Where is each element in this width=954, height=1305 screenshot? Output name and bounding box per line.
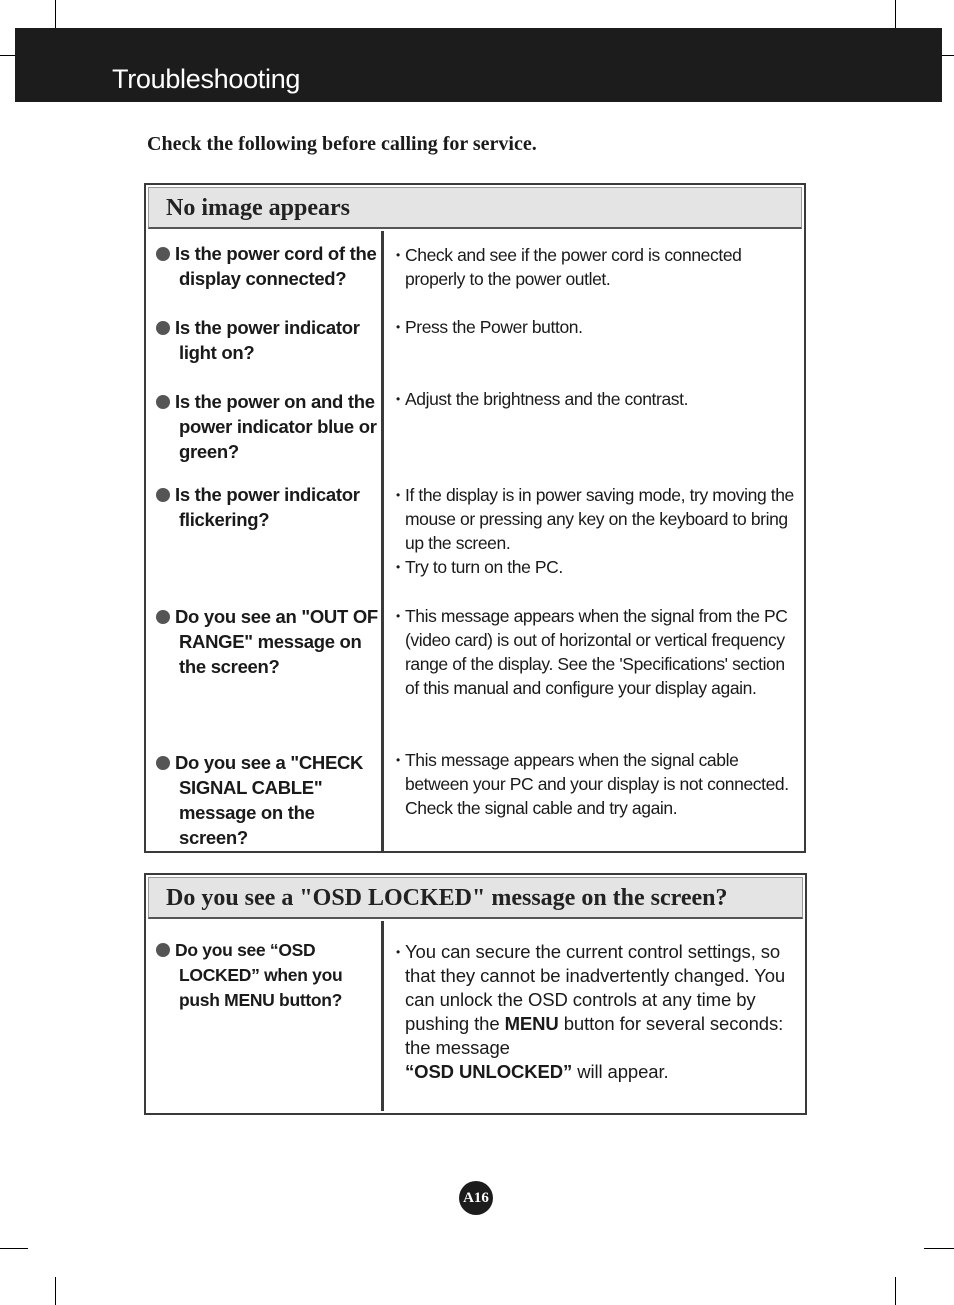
answer-line: • Try to turn on the PC. (396, 555, 796, 579)
crop-mark (0, 55, 15, 56)
question-item: Is the power on and the power indicator blue or green? (156, 389, 386, 464)
question-item: Is the power cord of the display connected? (156, 241, 386, 291)
question-item: Is the power indicator light on? (156, 315, 386, 365)
panel-title: Do you see a "OSD LOCKED" message on the screen? (166, 885, 728, 911)
page-title: Troubleshooting (112, 64, 301, 94)
answer-item (396, 387, 796, 411)
question-item: Is the power indicator flickering? (156, 482, 386, 532)
panel-title: No image appears (166, 195, 350, 221)
question-item: Do you see an "OUT OF RANGE" message on the screen? (156, 604, 386, 679)
crop-mark (942, 55, 954, 56)
answer-line: • This message appears when the signal cable between your PC and your display is not connected. Check the signal cable and try again. (396, 748, 796, 820)
question-item: Do you see “OSD LOCKED” when you push MENU button? (156, 938, 386, 1013)
no-image-panel (144, 183, 806, 853)
osd-locked-panel (144, 873, 807, 1115)
answer-line: • Press the Power button. (396, 315, 796, 339)
answer-line: • If the display is in power saving mode, try moving the mouse or pressing any key on the keyboard to bring up the screen. (396, 483, 796, 555)
page-number-badge: A16 (459, 1181, 493, 1215)
panel-header (148, 187, 802, 229)
bullet-icon (156, 321, 170, 335)
bullet-icon (156, 488, 170, 502)
panel-header (148, 877, 803, 919)
bullet-icon (156, 610, 170, 624)
answer-line: • This message appears when the signal from the PC (video card) is out of horizontal or vertical frequency range of the display. See the 'Specifications' section of this manual and configure your display again. (396, 604, 796, 700)
answer-line: • Adjust the brightness and the contrast. (396, 387, 796, 411)
answer-item (396, 243, 796, 291)
answer-item (396, 604, 796, 700)
intro-text: Check the following before calling for service. (147, 133, 537, 155)
answer-item (396, 315, 796, 339)
bullet-icon (156, 395, 170, 409)
answer-line: • Check and see if the power cord is connected properly to the power outlet. (396, 243, 796, 291)
crop-mark (55, 0, 56, 28)
crop-mark (924, 1248, 954, 1249)
answer-item (396, 940, 796, 1084)
answer-item (396, 483, 796, 579)
answer-item (396, 748, 796, 820)
crop-mark (895, 1277, 896, 1305)
bullet-icon (156, 247, 170, 261)
crop-mark (0, 1248, 28, 1249)
crop-mark (895, 0, 896, 28)
bullet-icon (156, 756, 170, 770)
answer-line: • You can secure the current control settings, so that they cannot be inadvertently changed. You can unlock the OSD controls at any time by pushing the MENU button for several seconds: the message “OSD UNLOCKED” will appear. (396, 940, 796, 1084)
question-item: Do you see a "CHECK SIGNAL CABLE" message on the screen? (156, 750, 386, 850)
bullet-icon (156, 943, 170, 957)
crop-mark (55, 1277, 56, 1305)
